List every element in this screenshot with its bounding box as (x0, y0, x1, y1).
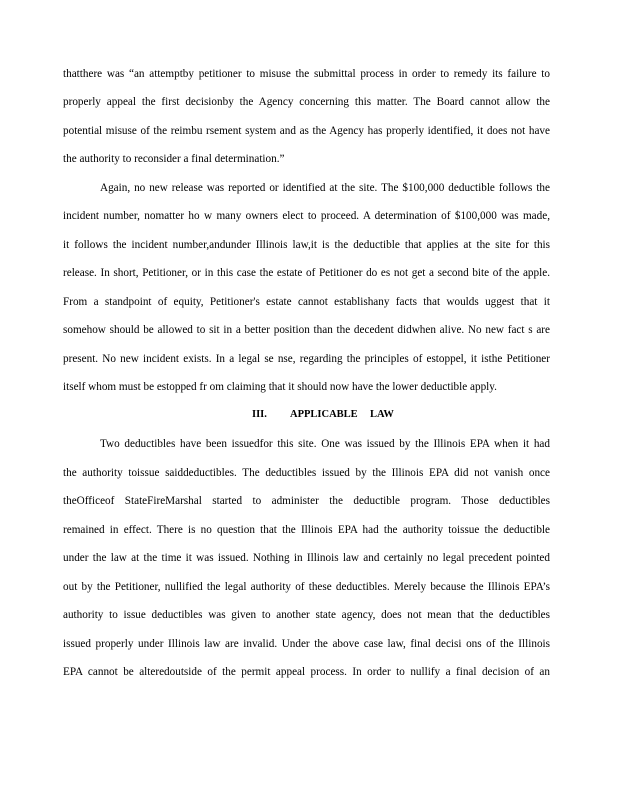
paragraph-2-line: From a standpoint of equity, Petitioner's estate cannot establishany facts that woulds uggest that it (63, 296, 550, 308)
paragraph-3-line: issued properly under Illinois law are invalid. Under the above case law, final decisi ons of the Illinois (63, 638, 550, 650)
paragraph-3-line: under the law at the time it was issued. Nothing in Illinois law and certainly no legal precedent pointed (63, 552, 550, 564)
paragraph-3-line: out by the Petitioner, nullified the legal authority of these deductibles. Merely because the Illinois EPA’s (63, 581, 550, 593)
section-title-word: APPLICABLE (290, 409, 358, 420)
paragraph-2-line: somehow should be allowed to sit in a better position than the decedent didwhen alive. No new fact s are (63, 324, 550, 336)
section-heading (0, 409, 618, 423)
paragraph-2-line: release. In short, Petitioner, or in this case the estate of Petitioner do es not get a second bite of the apple. (63, 267, 550, 279)
paragraph-1-line: properly appeal the first decisionby the Agency concerning this matter. The Board cannot allow the (63, 96, 550, 108)
section-number: III. (252, 409, 267, 420)
paragraph-1-line: the authority to reconsider a final determination.” (63, 153, 285, 165)
paragraph-3-line: theOfficeof StateFireMarshal started to administer the deductible program. Those deductibles (63, 495, 550, 507)
paragraph-1-line: potential misuse of the reimbu rsement system and as the Agency has properly identified, it does not have (63, 125, 550, 137)
paragraph-3-line: EPA cannot be alteredoutside of the permit appeal process. In order to nullify a final decision of an (63, 666, 550, 678)
paragraph-2-line: it follows the incident number,andunder Illinois law,it is the deductible that applies at the site for this (63, 239, 550, 251)
paragraph-2-line: itself whom must be estopped fr om claiming that it should now have the lower deductible apply. (63, 381, 497, 393)
paragraph-1-line: thatthere was “an attemptby petitioner to misuse the submittal process in order to remedy its failure to (63, 68, 550, 80)
paragraph-3-line: authority to issue deductibles was given to another state agency, does not mean that the deductibles (63, 609, 550, 621)
section-title-word: LAW (370, 409, 394, 420)
paragraph-3-line: the authority toissue saiddeductibles. The deductibles issued by the Illinois EPA did not vanish once (63, 467, 550, 479)
paragraph-2-line: present. No new incident exists. In a legal se nse, regarding the principles of estoppel, it isthe Petitioner (63, 353, 550, 365)
paragraph-2-line: incident number, nomatter ho w many owners elect to proceed. A determination of $100,000 was made, (63, 210, 550, 222)
paragraph-3-line: remained in effect. There is no question that the Illinois EPA had the authority toissue the deductible (63, 524, 550, 536)
paragraph-3-line: Two deductibles have been issuedfor this site. One was issued by the Illinois EPA when it had (100, 438, 550, 450)
paragraph-2-line: Again, no new release was reported or identified at the site. The $100,000 deductible follows the (100, 182, 550, 194)
